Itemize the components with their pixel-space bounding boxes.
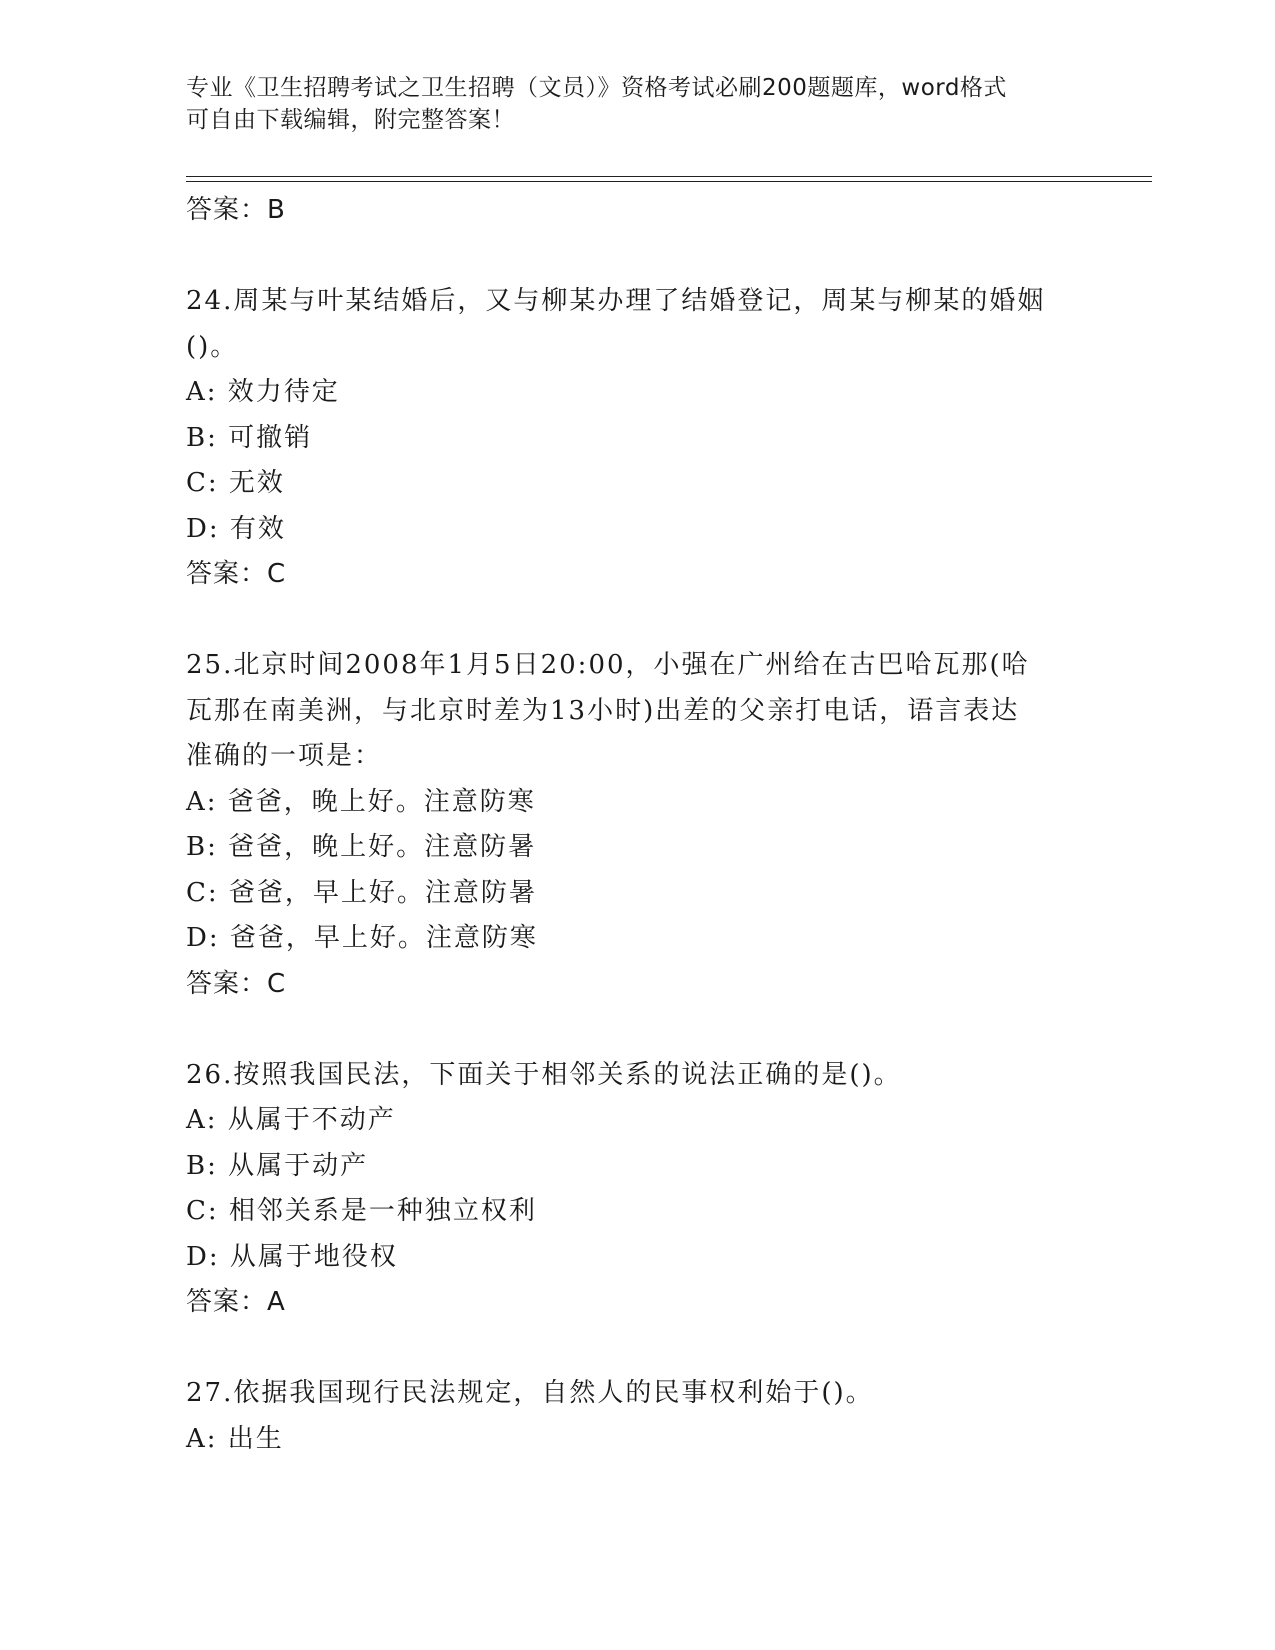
- option-d: D: 从属于地役权: [186, 1241, 398, 1272]
- header-title-line-2: 可自由下载编辑，附完整答案！: [186, 107, 515, 133]
- answer-line: 答案：A: [186, 1287, 286, 1317]
- question-block-24: [186, 279, 1086, 598]
- option-a: A: 从属于不动产: [186, 1105, 396, 1135]
- question-text: 27.依据我国现行民法规定，自然人的民事权利始于()。: [186, 1378, 874, 1408]
- question-text: 准确的一项是：: [186, 741, 383, 771]
- option-c: C: 无效: [186, 468, 285, 498]
- answer-line: 答案：C: [186, 559, 287, 589]
- spacer: [186, 1326, 1086, 1372]
- answer-line: 答案：C: [186, 968, 287, 999]
- question-block-25: [186, 643, 1086, 1007]
- question-list: [186, 188, 1086, 1462]
- question-text: 24.周某与叶某结婚后，又与柳某办理了结婚登记，周某与柳某的婚姻: [186, 286, 1046, 316]
- spacer: [186, 598, 1086, 644]
- option-a: A: 爸爸，晚上好。注意防寒: [186, 786, 536, 817]
- option-d: D: 爸爸，早上好。注意防寒: [186, 923, 538, 953]
- option-d: D: 有效: [186, 513, 286, 544]
- question-text: ()。: [186, 331, 239, 362]
- question-text: 瓦那在南美洲，与北京时差为13小时)出差的父亲打电话，语言表达: [186, 695, 1020, 726]
- question-text: 26.按照我国民法，下面关于相邻关系的说法正确的是()。: [186, 1059, 902, 1090]
- spacer: [186, 234, 1086, 280]
- question-text: 25.北京时间2008年1月5日20:00，小强在广州给在古巴哈瓦那(哈: [186, 650, 1030, 680]
- option-c: C: 相邻关系是一种独立权利: [186, 1196, 537, 1226]
- option-b: B: 从属于动产: [186, 1150, 369, 1181]
- option-a: A: 效力待定: [186, 377, 340, 407]
- option-c: C: 爸爸，早上好。注意防暑: [186, 877, 537, 908]
- option-a: A: 出生: [186, 1423, 284, 1454]
- document-header: [186, 72, 1076, 136]
- question-block-26: [186, 1053, 1086, 1326]
- option-b: B: 爸爸，晚上好。注意防暑: [186, 832, 537, 862]
- header-title-line-1: 专业《卫生招聘考试之卫生招聘（文员）》资格考试必刷200题题库，word格式: [186, 75, 1007, 101]
- spacer: [186, 1007, 1086, 1053]
- option-b: B: 可撤销: [186, 422, 313, 453]
- answer-line: 答案：B: [186, 195, 286, 225]
- question-block-27: [186, 1371, 1086, 1462]
- header-double-rule: [186, 176, 1152, 182]
